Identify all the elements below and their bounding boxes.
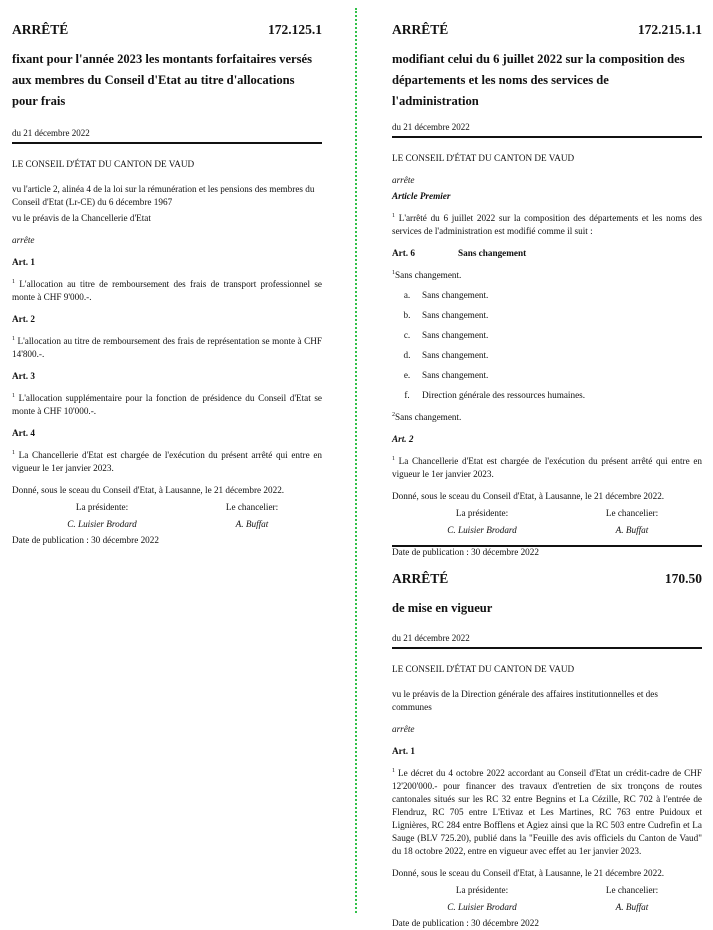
chancellor-label: Le chancelier: [605,508,659,518]
arrete-word: arrête [12,235,35,245]
art2-content: La Chancellerie d'Etat est chargée de l'exécution du présent arrêté qui entre en vigueur le 1er janvier 2023. [392,456,703,479]
decree-number: 172.215.1.1 [637,22,702,37]
decree-body [12,158,322,547]
decree-date: du 21 décembre 2022 [12,128,90,138]
signature-labels [392,507,702,520]
decree-heading: ARRÊTÉ [392,571,449,586]
given-under-seal: Donné, sous le sceau du Conseil d'Etat, à Lausanne, le 21 décembre 2022. [12,485,285,495]
signature-labels [12,501,322,514]
paragraph-number: 1 [392,767,395,774]
decree-number: 170.50 [664,571,702,586]
list-text: Sans changement. [422,350,489,360]
art1-title: Art. 1 [12,257,35,267]
decree-subtitle [12,49,322,112]
alinea-1-content: Sans changement. [395,270,462,280]
paragraph-number: 1 [12,449,15,456]
art2-content: L'allocation au titre de remboursement des frais de représentation se monte à CHF 14'800.-. [12,336,322,359]
list-item [392,389,702,402]
art3-text [12,392,322,418]
list-text: Sans changement. [422,290,489,300]
publication-date: Date de publication : 30 décembre 2022 [392,918,539,928]
signature-labels [392,884,702,897]
article-premier-title: Article Premier [392,191,451,201]
header-rule [392,136,702,138]
president-name: C. Luisier Brodard [67,519,137,529]
list-letter: b. [403,310,411,320]
list-letter: f. [404,390,410,400]
list-letter: d. [403,350,411,360]
art1-content: L'allocation au titre de remboursement des frais de transport professionnel se monte à CHF 9'000.-. [12,279,323,302]
list-item [392,289,702,302]
decree-date: du 21 décembre 2022 [392,633,470,643]
list-letter: c. [403,330,411,340]
art6-row [392,247,702,260]
decree-date: du 21 décembre 2022 [392,122,470,132]
art1-title: Art. 1 [392,746,415,756]
decree-heading: ARRÊTÉ [12,22,69,37]
chancellor-name: A. Buffat [615,525,649,535]
decree-subtitle [392,49,702,112]
header-rule [392,647,702,649]
given-under-seal: Donné, sous le sceau du Conseil d'Etat, à Lausanne, le 21 décembre 2022. [392,491,665,501]
publication-date: Date de publication : 30 décembre 2022 [392,547,539,557]
president-label: La présidente: [75,502,129,512]
art1-text [392,767,702,858]
subtitle-line: fixant pour l'année 2023 les montants forfaitaires versés [12,52,313,66]
article-premier-text [392,212,702,238]
alinea-2-content: Sans changement. [395,412,462,422]
list-item [392,309,702,322]
letter-list [392,289,702,402]
paragraph-number: 1 [392,269,395,276]
list-item [392,349,702,362]
decree-body [392,152,702,559]
subtitle-line: départements et les noms des services de [392,73,609,87]
article-premier-content: L'arrêté du 6 juillet 2022 sur la composition des départements et les noms des services de l'administration est modifié comme il suit : [392,213,702,236]
decree-body [392,663,702,930]
preamble-line: vu l'article 2, alinéa 4 de la loi sur la rémunération et les pensions des membres du [12,184,315,194]
art2-text [392,455,702,481]
art6-label: Art. 6 [392,248,415,258]
decree-subtitle: de mise en vigueur [392,601,493,615]
list-text: Sans changement. [422,310,489,320]
art1-content: Le décret du 4 octobre 2022 accordant au Conseil d'Etat un crédit-cadre de CHF 12'200'000.- pour financer des travaux d'entretien de six tronçons de routes cantonales situés sur les RC 32 entre Begnins et La Cézille, RC 702 à l'entrée de Flendruz, RC 705 entre L'Etivaz et Les Martines, RC 763 entre Puidoux et Lignières, RC 284 entre Bofflens et Agiez ainsi que la RC 503 entre Cudrefin et La Sauge (BLV 725.20), publié dans la "Feuille des avis officiels du Canton de Vaud" du 18 octobre 2022, entre en vigueur avec effet au 1er janvier 2023. [392,768,703,856]
list-letter: e. [403,370,411,380]
president-name: C. Luisier Brodard [447,902,517,912]
art2-text [12,335,322,361]
art3-content: L'allocation supplémentaire pour la fonction de présidence du Conseil d'Etat se monte à CHF 10'000.-. [12,393,323,416]
chancellor-label: Le chancelier: [605,885,659,895]
authority: LE CONSEIL D'ÉTAT DU CANTON DE VAUD [12,159,195,169]
decree-header [392,571,702,589]
art4-content: La Chancellerie d'Etat est chargée de l'exécution du présent arrêté qui entre en vigueur le 1er janvier 2023. [12,450,323,473]
decree-170-50 [392,571,702,930]
authority: LE CONSEIL D'ÉTAT DU CANTON DE VAUD [392,153,575,163]
paragraph-number: 1 [12,392,15,399]
art1-text [12,278,322,304]
paragraph-number: 1 [392,455,395,462]
list-text: Sans changement. [422,370,489,380]
subtitle-line: aux membres du Conseil d'Etat au titre d'allocations [12,73,295,87]
paragraph-number: 1 [12,278,15,285]
alinea-1 [392,269,702,282]
authority: LE CONSEIL D'ÉTAT DU CANTON DE VAUD [392,664,575,674]
given-under-seal: Donné, sous le sceau du Conseil d'Etat, à Lausanne, le 21 décembre 2022. [392,868,665,878]
art4-text [12,449,322,475]
list-letter: a. [403,290,411,300]
chancellor-name: A. Buffat [235,519,269,529]
paragraph-number: 1 [12,335,15,342]
decree-heading: ARRÊTÉ [392,22,449,37]
signature-names [392,901,702,914]
subtitle-line: l'administration [392,94,479,108]
subtitle-line: modifiant celui du 6 juillet 2022 sur la composition des [392,52,685,66]
preamble [392,688,702,714]
signature-names [12,518,322,531]
president-name: C. Luisier Brodard [447,525,517,535]
list-item [392,329,702,342]
preamble-2: vu le préavis de la Chancellerie d'Etat [12,213,151,223]
preamble-line: vu le préavis de la Direction générale des affaires institutionnelles et des [392,689,658,699]
president-label: La présidente: [455,508,509,518]
preamble-1 [12,183,322,209]
art6-text: Sans changement [458,248,527,258]
alinea-2 [392,411,702,424]
column-divider [355,8,357,913]
art3-title: Art. 3 [12,371,35,381]
list-text: Direction générale des ressources humaines. [422,390,586,400]
arrete-word: arrête [392,175,415,185]
chancellor-label: Le chancelier: [225,502,279,512]
arrete-word: arrête [392,724,415,734]
decree-header [392,22,702,40]
paragraph-number: 2 [392,411,395,418]
list-text: Sans changement. [422,330,489,340]
list-item [392,369,702,382]
subtitle-line: pour frais [12,94,66,108]
paragraph-number: 1 [392,212,395,219]
art4-title: Art. 4 [12,428,35,438]
preamble-line: Conseil d'Etat (Lr-CE) du 6 décembre 1967 [12,197,173,207]
chancellor-name: A. Buffat [615,902,649,912]
header-rule [12,142,322,144]
decree-header [12,22,322,40]
signature-names [392,524,702,537]
preamble-line: communes [392,702,432,712]
decree-172-215-1-1 [392,22,702,559]
section-rule [392,545,702,547]
president-label: La présidente: [455,885,509,895]
decree-172-125-1 [12,22,322,547]
decree-number: 172.125.1 [268,22,322,37]
art2-title: Art. 2 [392,434,414,444]
publication-date: Date de publication : 30 décembre 2022 [12,535,159,545]
art2-title: Art. 2 [12,314,35,324]
